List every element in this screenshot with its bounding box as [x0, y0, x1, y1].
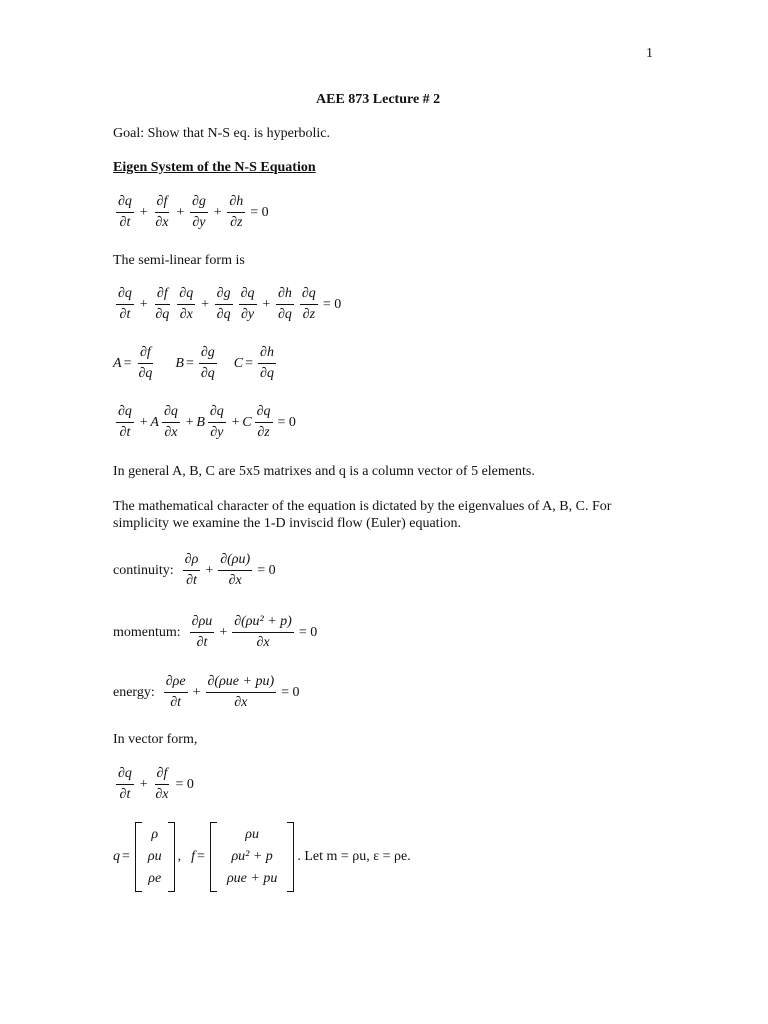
- page-title: AEE 873 Lecture # 2: [316, 92, 441, 107]
- math-character-line-1: The mathematical character of the equation is dictated by the eigenvalues of A, B, C. For: [113, 499, 612, 514]
- f-vector: ρu ρu² + p ρue + pu: [210, 822, 294, 892]
- jacobian-definitions: A = $\frac{\partial f}{\partial q}$ B = $\frac{\partial g}{\partial q}$ C = $\frac{\partial h}{\partial q}$: [113, 345, 274, 381]
- quasi-linear-equation: $\frac{\partial q}{\partial t}$ + A $\frac{\partial q}{\partial x}$ + B $\frac{\partial q}{\partial y}$ + C $\frac{\partial q}{\partial z}$ = 0: [118, 404, 296, 440]
- energy-equation: energy: $\frac{\partial\rho e}{\partial t}$ + $\frac{\text{∂(ρue + pu)}}{\partial x}$ = 0: [113, 674, 300, 710]
- let-text: . Let m = ρu, ε = ρe.: [297, 849, 411, 864]
- momentum-label: momentum:: [113, 624, 181, 640]
- semi-linear-text: The semi-linear form is: [113, 253, 245, 268]
- in-general-text: In general A, B, C are 5x5 matrixes and q is a column vector of 5 elements.: [113, 464, 535, 479]
- conservation-equation: $\frac{\partial q}{\partial t}$ + $\frac{\partial f}{\partial x}$ + $\frac{\partial g}{\partial y}$ + $\frac{\partial h}{\partial z}$ = 0: [118, 194, 269, 230]
- section-heading: Eigen System of the N-S Equation: [113, 160, 316, 175]
- vector-form-text: In vector form,: [113, 732, 198, 747]
- vector-definitions: q = ρ ρu ρe , f = ρu ρu² + p ρue + pu . Let m = ρu, ε = ρe.: [113, 822, 411, 892]
- momentum-equation: momentum: $\frac{\partial\rho u}{\partial t}$ + $\frac{\text{∂(ρu² + p)}}{\partial x}$ = 0: [113, 614, 318, 650]
- semi-linear-equation: $\frac{\partial q}{\partial t}$ + $\frac{\partial f}{\partial q}$ $\frac{\partial q}{\partial x}$ + $\frac{\partial g}{\partial q}$ $\frac{\partial q}{\partial y}$ + $\frac{\partial h}{\partial q}$ $\frac{\partial q}{\partial z}$ = 0: [118, 286, 342, 322]
- goal-text: Goal: Show that N-S eq. is hyperbolic.: [113, 126, 330, 141]
- continuity-label: continuity:: [113, 562, 174, 578]
- page-number: 1: [646, 46, 653, 61]
- math-character-line-2: simplicity we examine the 1-D inviscid flow (Euler) equation.: [113, 516, 461, 531]
- vector-equation: $\frac{\partial q}{\partial t}$ + $\frac{\partial f}{\partial x}$ = 0: [118, 766, 194, 802]
- q-vector: ρ ρu ρe: [135, 822, 175, 892]
- energy-label: energy:: [113, 684, 155, 700]
- continuity-equation: continuity: $\frac{\partial\rho}{\partial t}$ + $\frac{\partial(\rho u)}{\partial x}$ = 0: [113, 552, 276, 588]
